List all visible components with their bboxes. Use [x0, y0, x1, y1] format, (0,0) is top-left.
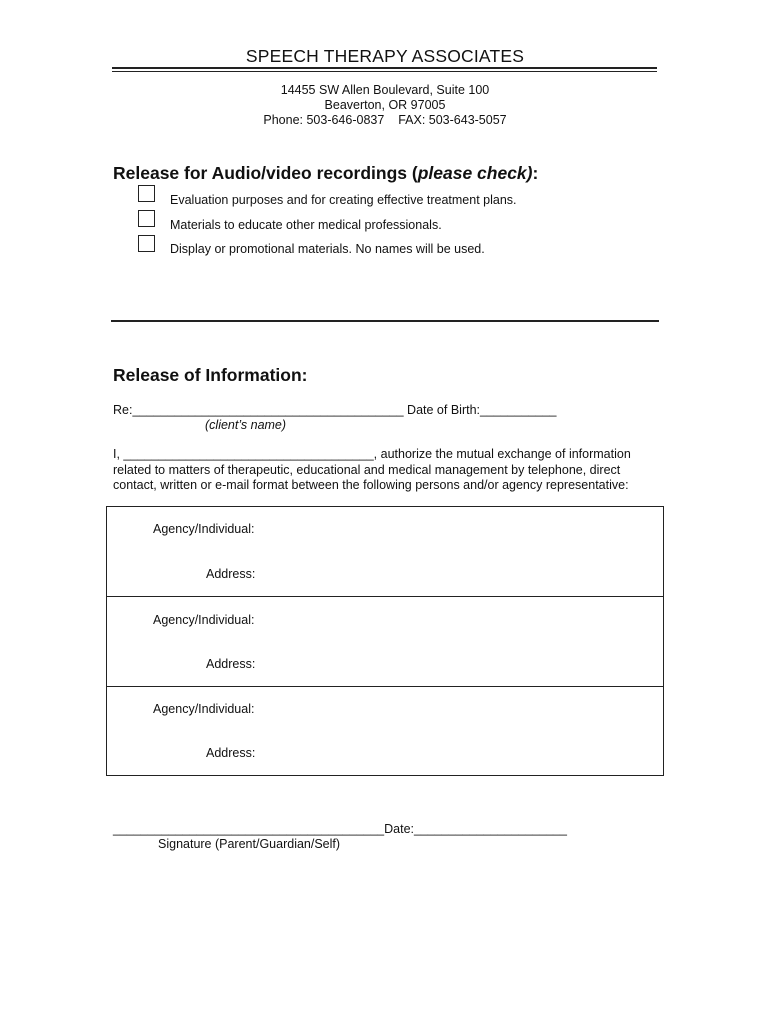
- section-separator: [111, 320, 659, 322]
- authorization-line-2: related to matters of therapeutic, educational and medical management by telephone, direct: [113, 462, 621, 477]
- checkbox-promotional[interactable]: [138, 235, 155, 252]
- client-name-caption: (client’s name): [205, 418, 287, 432]
- address-label-1[interactable]: Address:: [206, 567, 256, 581]
- client-name-dob-line[interactable]: Re:_______________________________________ Date of Birth:___________: [113, 403, 557, 417]
- recordings-heading: Release for Audio/video recordings (please check):: [113, 163, 539, 183]
- authorization-line-3: contact, written or e-mail format between the following persons and/or agency representative:: [113, 478, 629, 492]
- checkbox-label-education: Materials to educate other medical professionals.: [170, 218, 442, 232]
- signature-date-line[interactable]: _______________________________________Date:______________________: [113, 822, 567, 836]
- address-line-2: Beaverton, OR 97005: [324, 98, 446, 112]
- organization-name: SPEECH THERAPY ASSOCIATES: [245, 46, 525, 66]
- header-rule-thick: [112, 67, 657, 69]
- authorization-paragraph: [113, 447, 673, 494]
- address-label-3[interactable]: Address:: [206, 746, 256, 760]
- address-label-2[interactable]: Address:: [206, 657, 256, 671]
- agency-label-3[interactable]: Agency/Individual:: [153, 702, 255, 716]
- address-line-1: 14455 SW Allen Boulevard, Suite 100: [280, 83, 490, 97]
- agency-table: [106, 506, 664, 776]
- authorization-line-1[interactable]: I, ____________________________________, authorize the mutual exchange of information: [113, 447, 631, 461]
- agency-table-divider-1: [106, 596, 664, 597]
- checkbox-evaluation[interactable]: [138, 185, 155, 202]
- contact-line: Phone: 503-646-0837 FAX: 503-643-5057: [263, 113, 507, 127]
- checkbox-education[interactable]: [138, 210, 155, 227]
- checkbox-label-promotional: Display or promotional materials. No names will be used.: [170, 242, 485, 256]
- information-heading: Release of Information:: [113, 365, 308, 385]
- agency-table-divider-2: [106, 686, 664, 687]
- agency-label-2[interactable]: Agency/Individual:: [153, 613, 255, 627]
- checkbox-label-evaluation: Evaluation purposes and for creating effective treatment plans.: [170, 193, 517, 207]
- header-rule-thin: [112, 71, 657, 72]
- signature-caption: Signature (Parent/Guardian/Self): [158, 837, 341, 851]
- agency-label-1[interactable]: Agency/Individual:: [153, 522, 255, 536]
